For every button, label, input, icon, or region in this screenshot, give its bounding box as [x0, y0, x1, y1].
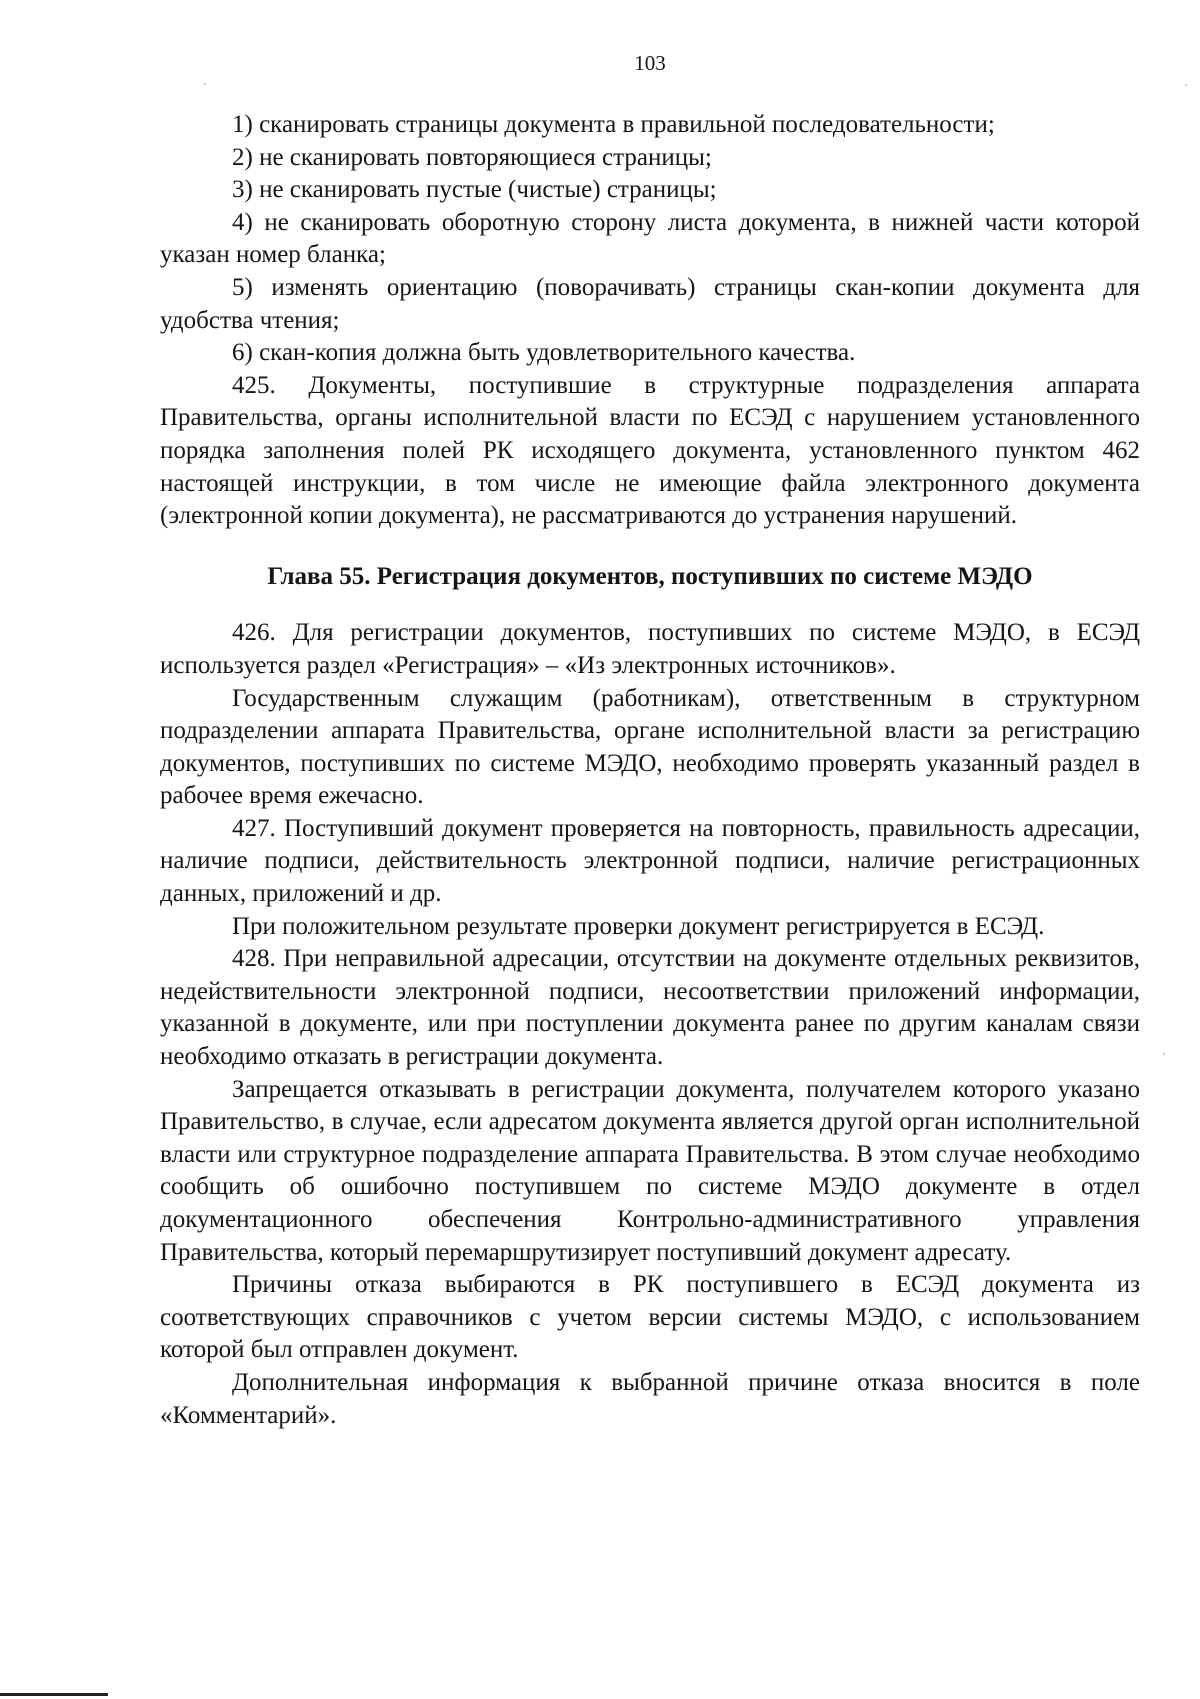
list-item-6: 6) скан-копия должна быть удовлетворительного качества. [232, 339, 856, 367]
paragraph-428-prohibition: Запрещается отказывать в регистрации документа, получателем которого указано Правительство, в случае, если адресатом документа является другой орган исполнительной власти или структурное подразделение аппарата Правительства. В этом случае необходимо сообщить об ошибочно поступившем по системе МЭДО документе в отдел документационного обеспечения Контрольно-административного управления Правительства, который перемаршрутизирует поступивший документ адресату. [160, 1075, 1140, 1266]
paragraph-426: 426. Для регистрации документов, поступивших по системе МЭДО, в ЕСЭД используется раздел «Регистрация» – «Из электронных источников». [160, 619, 1140, 679]
list-item-1: 1) сканировать страницы документа в правильной последовательности; [232, 111, 995, 138]
list-item-4: 4) не сканировать оборотную сторону листа документа, в нижней части которой указан номер бланка; [160, 208, 1140, 269]
scan-speck [1163, 1053, 1165, 1055]
paragraph-425: 425. Документы, поступившие в структурные подразделения аппарата Правительства, органы исполнительной власти по ЕСЭД с нарушением установленного порядка заполнения полей РК исходящего документа, установленного пунктом 462 настоящей инструкции, в том числе не имеющие файла электронного документа (электронной копии документа), не рассматриваются до устранения нарушений. [160, 371, 1140, 530]
list-item-3: 3) не сканировать пустые (чистые) страницы; [232, 176, 717, 204]
list-item-5: 5) изменять ориентацию (поворачивать) страницы скан-копии документа для удобства чтения; [160, 273, 1140, 334]
footer-rule [0, 1693, 108, 1696]
paragraph-426-continued: Государственным служащим (работникам), ответственным в структурном подразделении аппарата Правительства, органе исполнительной власти за регистрацию документов, поступивших по системе МЭДО, необходимо проверять указанный раздел в рабочее время ежечасно. [160, 684, 1140, 810]
scan-speck [1185, 84, 1187, 86]
list-item-2: 2) не сканировать повторяющиеся страницы; [232, 143, 712, 171]
paragraph-427: 427. Поступивший документ проверяется на повторность, правильность адресации, наличие подписи, действительность электронной подписи, наличие регистрационных данных, приложений и др. [160, 814, 1140, 908]
chapter-heading: Глава 55. Регистрация документов, поступивших по системе МЭДО [267, 562, 1033, 590]
paragraph-427-continued: При положительном результате проверки документ регистрируется в ЕСЭД. [232, 912, 1045, 940]
document-body [160, 109, 1140, 1432]
page-number: 103 [634, 51, 666, 75]
paragraph-428-comment: Дополнительная информация к выбранной причине отказа вносится в поле «Комментарий». [160, 1368, 1140, 1429]
paragraph-428-reasons: Причины отказа выбираются в РК поступившего в ЕСЭД документа из соответствующих справочников с учетом версии системы МЭДО, с использованием которой был отправлен документ. [160, 1271, 1140, 1364]
paragraph-428: 428. При неправильной адресации, отсутствии на документе отдельных реквизитов, недействительности электронной подписи, несоответствии приложений информации, указанной в документе, или при поступлении документа ранее по другим каналам связи необходимо отказать в регистрации документа. [160, 945, 1140, 1071]
scan-speck [204, 83, 206, 85]
